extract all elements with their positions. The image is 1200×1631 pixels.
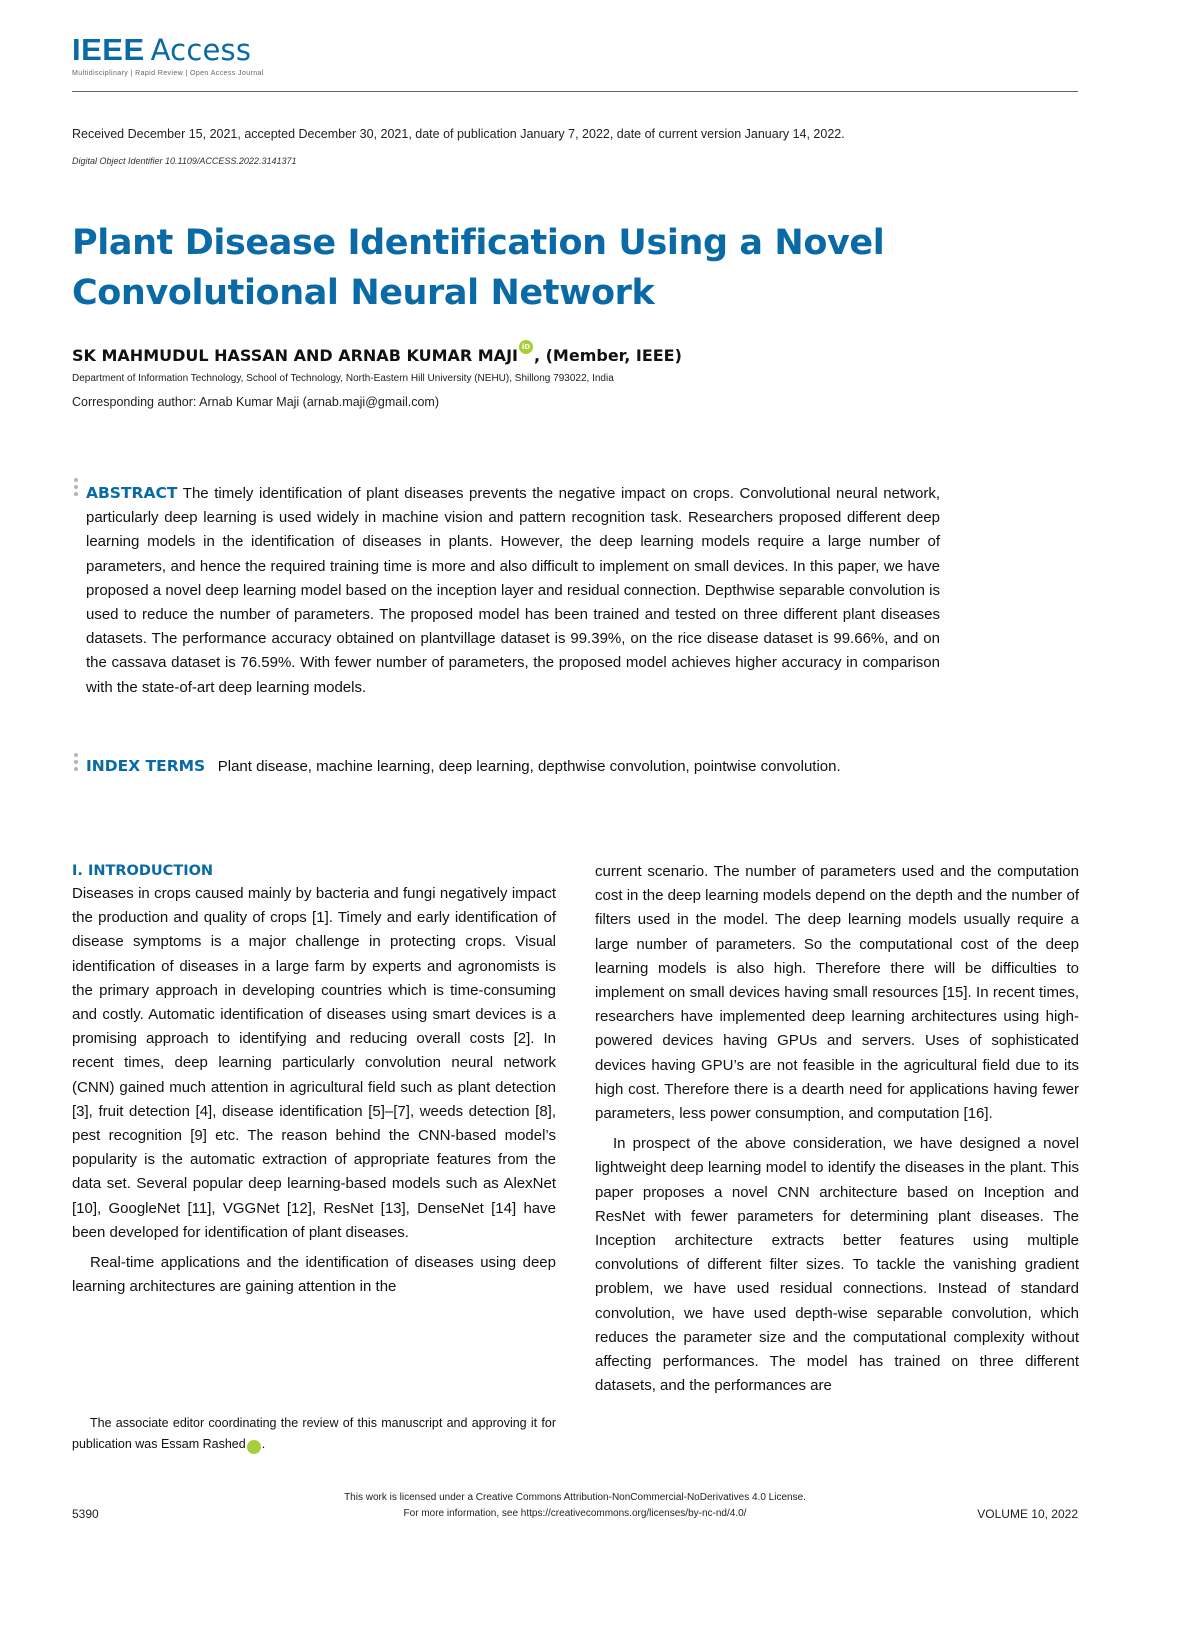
section-heading-introduction: I. INTRODUCTION bbox=[72, 863, 214, 879]
logo-access: Access bbox=[150, 33, 252, 67]
author-membership: , (Member, IEEE) bbox=[533, 346, 682, 365]
intro-paragraph-4: In prospect of the above consideration, we have designed a novel lightweight deep learning model to identify the diseases in the plant. This paper proposes a novel CNN architecture based on Inception and ResNet with fewer parameters for determining plant diseases. The Inception architecture extracts better features using multiple convolutions of different filter sizes. To tackle the vanishing gradient problem, we have used residual connections. Instead of standard convolution, we have used depth-wise separable convolution, which reduces the parameter size and the computational complexity without affecting performances. The model has trained on three different datasets, and the performances are bbox=[595, 1135, 1079, 1395]
footnote-text: The associate editor coordinating the review of this manuscript and approving it for publication was Essam Rashed bbox=[72, 1416, 556, 1451]
volume-label: VOLUME 10, 2022 bbox=[977, 1507, 1078, 1521]
index-terms-label: INDEX TERMS bbox=[86, 757, 206, 775]
doi-line: Digital Object Identifier 10.1109/ACCESS.2022.3141371 bbox=[72, 156, 297, 166]
editor-footnote bbox=[72, 1413, 556, 1455]
received-dates: Received December 15, 2021, accepted December 30, 2021, date of publication January 7, 2022, date of current version January 14, 2022. bbox=[72, 127, 845, 141]
logo-ieee: IEEE bbox=[72, 32, 145, 67]
abstract bbox=[86, 481, 940, 700]
abstract-text: The timely identification of plant diseases prevents the negative impact on crops. Convolutional neural network, particularly deep learning is used widely in machine vision and pattern recognition task. Researchers proposed different deep learning models in the identification of diseases in plants. However, the deep learning models require a large number of parameters, and hence the required training time is more and also difficult to implement on small devices. In this paper, we have proposed a novel deep learning model based on the inception layer and residual connection. Depthwise separable convolution is used to reduce the number of parameters. The proposed model has been trained and tested on three different plant diseases datasets. The performance accuracy obtained on plantvillage dataset is 99.39%, on the rice disease dataset is 99.66%, and on the cassava dataset is 76.59%. With fewer number of parameters, the proposed model achieves higher accuracy in comparison with the state-of-art deep learning models. bbox=[86, 485, 940, 696]
journal-tagline: Multidisciplinary | Rapid Review | Open Access Journal bbox=[72, 70, 264, 77]
intro-paragraph-3: current scenario. The number of parameters used and the computation cost in the deep learning models depend on the depth and the number of filters used in the model. The deep learning models usually require a large number of parameters. So the computational cost of the deep learning models is also high. Therefore there will be difficulties to implement on small devices having small resources [15]. In recent times, researchers have implemented deep learning architectures using high-powered devices having GPUs and servers. Uses of sophisticated devices having GPU’s are not feasible in the agricultural field due to its high cost. Therefore there is a dearth need for applications having fewer parameters, less power consumption, and computation [16]. bbox=[595, 863, 1079, 1123]
abstract-label: ABSTRACT bbox=[86, 484, 178, 502]
index-terms bbox=[86, 754, 940, 779]
author-line bbox=[72, 343, 682, 365]
affiliation: Department of Information Technology, School of Technology, North-Eastern Hill University (NEHU), Shillong 793022, India bbox=[72, 373, 614, 384]
left-column bbox=[72, 860, 556, 1299]
abstract-marker-icon bbox=[74, 478, 79, 499]
page-number: 5390 bbox=[72, 1507, 99, 1521]
author-names: SK MAHMUDUL HASSAN AND ARNAB KUMAR MAJI bbox=[72, 346, 518, 365]
right-column bbox=[595, 860, 1079, 1398]
license-link[interactable]: For more information, see https://creativecommons.org/licenses/by-nc-nd/4.0/ bbox=[403, 1508, 747, 1519]
corresponding-author: Corresponding author: Arnab Kumar Maji (arnab.maji@gmail.com) bbox=[72, 395, 440, 409]
header-divider bbox=[72, 91, 1078, 92]
index-terms-text: Plant disease, machine learning, deep learning, depthwise convolution, pointwise convolution. bbox=[217, 758, 841, 775]
journal-logo bbox=[72, 32, 251, 72]
intro-paragraph-1: Diseases in crops caused mainly by bacteria and fungi negatively impact the production and quality of crops [1]. Timely and early identification of disease symptoms is a major challenge in protecting crops. Visual identification of diseases in a large farm by experts and agronomists is the primary approach in developing countries which is time-consuming and costly. Automatic identification of diseases using smart devices is a promising approach to identifying and reducing overall costs [2]. In recent times, deep learning particularly convolution neural network (CNN) gained much attention in agricultural field such as plant detection [3], fruit detection [4], disease identification [5]–[7], weeds detection [8], pest recognition [9] etc. The reason behind the CNN-based model’s popularity is the automatic extraction of appropriate features from the data set. Several popular deep learning-based models such as AlexNet [10], GoogleNet [11], VGGNet [12], ResNet [13], DenseNet [14] have been developed for identification of plant diseases. bbox=[72, 885, 556, 1241]
paper-title: Plant Disease Identification Using a Novel Convolutional Neural Network bbox=[72, 223, 885, 313]
orcid-icon[interactable]: iD bbox=[247, 1440, 261, 1454]
intro-paragraph-2: Real-time applications and the identification of diseases using deep learning architectures are gaining attention in the bbox=[72, 1254, 556, 1296]
footnote-end: . bbox=[261, 1437, 266, 1451]
license-line: This work is licensed under a Creative Commons Attribution-NonCommercial-NoDerivatives 4.0 License. bbox=[344, 1492, 806, 1503]
orcid-icon[interactable]: iD bbox=[519, 340, 533, 354]
index-terms-marker-icon bbox=[74, 753, 79, 774]
